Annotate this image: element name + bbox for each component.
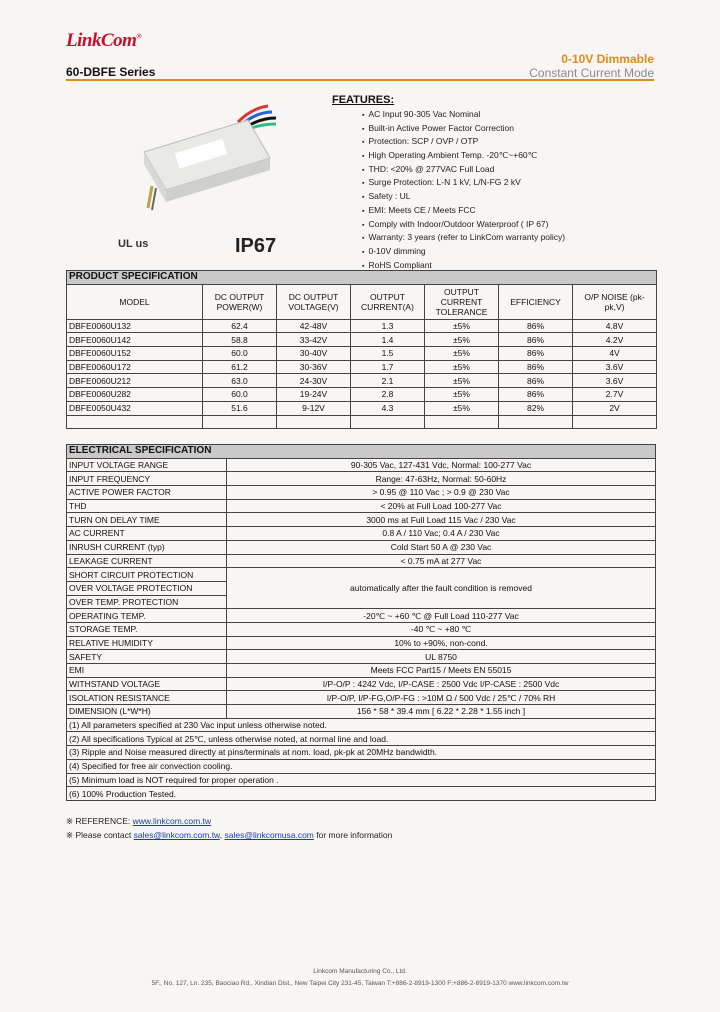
table-row — [67, 347, 657, 361]
spec-cell: 33-42V — [277, 333, 351, 347]
spec-cell: 2.8 — [351, 388, 425, 402]
product-photo — [130, 100, 305, 215]
table-row — [67, 677, 656, 691]
spec-value: Range: 47-63Hz, Normal: 50-60Hz — [227, 472, 656, 486]
spec-cell: 60.0 — [203, 347, 277, 361]
feature-item: ▪ High Operating Ambient Temp. -20℃~+60℃ — [362, 149, 565, 163]
feature-item: ▪ Surge Protection: L-N 1 kV, L/N-FG 2 kV — [362, 176, 565, 190]
spec-value: 156 * 58 * 39.4 mm [ 6.22 * 2.28 * 1.55 inch ] — [227, 705, 656, 719]
spec-cell: 86% — [499, 333, 573, 347]
spec-cell: 30-40V — [277, 347, 351, 361]
note-row — [67, 732, 656, 746]
reference-label: ※ REFERENCE: — [66, 816, 131, 826]
table-row — [67, 374, 657, 388]
series-title: 60-DBFE Series — [66, 65, 156, 79]
features-list — [362, 108, 565, 272]
spec-label: INPUT FREQUENCY — [67, 472, 227, 486]
contact-email-link[interactable]: sales@linkcom.com.tw — [133, 830, 220, 840]
spec-value: 3000 ms at Full Load 115 Vac / 230 Vac — [227, 513, 656, 527]
spec-value: I/P-O/P : 4242 Vdc, I/P-CASE : 2500 Vdc I/P-CASE : 2500 Vdc — [227, 677, 656, 691]
spec-cell: 82% — [499, 401, 573, 415]
spec-cell: 86% — [499, 347, 573, 361]
spec-label: INPUT VOLTAGE RANGE — [67, 458, 227, 472]
note-row — [67, 718, 656, 732]
spec-cell: 19-24V — [277, 388, 351, 402]
spec-label: OPERATING TEMP. — [67, 609, 227, 623]
note-text: (1) All parameters specified at 230 Vac input unless otherwise noted. — [67, 718, 656, 732]
model-cell: DBFE0060U142 — [67, 333, 203, 347]
feature-item: ▪ AC Input 90-305 Vac Nominal — [362, 108, 565, 122]
spec-label: THD — [67, 499, 227, 513]
table-row — [67, 458, 656, 472]
spec-cell: 63.0 — [203, 374, 277, 388]
column-header: OUTPUT CURRENT(A) — [351, 284, 425, 319]
contact-separator: , — [219, 830, 223, 840]
table-row — [67, 401, 657, 415]
table-row — [67, 319, 657, 333]
table-row — [67, 540, 656, 554]
model-cell: DBFE0060U282 — [67, 388, 203, 402]
spec-value: I/P-O/P, I/P-FG,O/P-FG : >10M Ω / 500 Vdc / 25℃ / 70% RH — [227, 691, 656, 705]
spec-label: WITHSTAND VOLTAGE — [67, 677, 227, 691]
spec-cell: 2V — [573, 401, 657, 415]
contact-tail: for more information — [316, 830, 393, 840]
note-text: (5) Minimum load is NOT required for proper operation . — [67, 773, 656, 787]
protection-value: automatically after the fault condition is removed — [227, 568, 656, 609]
note-row — [67, 773, 656, 787]
spec-cell: 1.3 — [351, 319, 425, 333]
model-cell: DBFE0060U152 — [67, 347, 203, 361]
feature-item: ▪ 0-10V dimming — [362, 245, 565, 259]
spec-label: OVER VOLTAGE PROTECTION — [67, 581, 227, 595]
spec-cell: 9-12V — [277, 401, 351, 415]
spec-label: ISOLATION RESISTANCE — [67, 691, 227, 705]
table-row — [67, 622, 656, 636]
feature-item: ▪ EMI: Meets CE / Meets FCC — [362, 204, 565, 218]
table-row — [67, 705, 656, 719]
model-cell: DBFE0050U432 — [67, 401, 203, 415]
table-row — [67, 691, 656, 705]
table-row — [67, 388, 657, 402]
spec-cell: 86% — [499, 388, 573, 402]
table-row — [67, 472, 656, 486]
feature-item: ▪ THD: <20% @ 277VAC Full Load — [362, 163, 565, 177]
ip67-mark: IP67 — [235, 235, 277, 257]
note-row — [67, 746, 656, 760]
note-text: (6) 100% Production Tested. — [67, 787, 656, 801]
note-row — [67, 787, 656, 801]
spec-cell: 1.7 — [351, 360, 425, 374]
spec-label: RELATIVE HUMIDITY — [67, 636, 227, 650]
spec-cell: ±5% — [425, 388, 499, 402]
spec-value: > 0.95 @ 110 Vac ; > 0.9 @ 230 Vac — [227, 486, 656, 500]
spec-cell: 4.8V — [573, 319, 657, 333]
spec-cell: 2.1 — [351, 374, 425, 388]
note-text: (2) All specifications Typical at 25℃, unless otherwise noted, at normal line and load. — [67, 732, 656, 746]
note-row — [67, 759, 656, 773]
spec-cell: 62.4 — [203, 319, 277, 333]
spec-value: -40 ℃ ~ +80 ℃ — [227, 622, 656, 636]
table-row — [67, 568, 656, 582]
spec-cell: 4.2V — [573, 333, 657, 347]
spec-cell: 60.0 — [203, 388, 277, 402]
table-row — [67, 650, 656, 664]
spec-cell: 51.6 — [203, 401, 277, 415]
spec-value: < 0.75 mA at 277 Vac — [227, 554, 656, 568]
spec-value: < 20% at Full Load 100-277 Vac — [227, 499, 656, 513]
spec-cell: ±5% — [425, 319, 499, 333]
table-row — [67, 609, 656, 623]
spec-label: EMI — [67, 664, 227, 678]
spec-cell: ±5% — [425, 347, 499, 361]
footer-company: Linkcom Manufacturing Co., Ltd. — [313, 968, 407, 975]
mode-label: Constant Current Mode — [529, 66, 654, 80]
table-row — [67, 527, 656, 541]
dimmable-label: 0-10V Dimmable — [561, 52, 654, 66]
spec-cell: 86% — [499, 360, 573, 374]
spec-cell: 4.3 — [351, 401, 425, 415]
spec-cell: 24-30V — [277, 374, 351, 388]
spec-cell: 61.2 — [203, 360, 277, 374]
table-row — [67, 554, 656, 568]
table-row — [67, 486, 656, 500]
spec-value: 90-305 Vac, 127-431 Vdc, Normal: 100-277 Vac — [227, 458, 656, 472]
column-header: O/P NOISE (pk-pk,V) — [573, 284, 657, 319]
spec-label: AC CURRENT — [67, 527, 227, 541]
table-row — [67, 513, 656, 527]
spec-value: UL 8750 — [227, 650, 656, 664]
column-header: OUTPUT CURRENT TOLERANCE — [425, 284, 499, 319]
electrical-spec-title: ELECTRICAL SPECIFICATION — [67, 445, 656, 459]
spec-label: LEAKAGE CURRENT — [67, 554, 227, 568]
feature-item: ▪ Protection: SCP / OVP / OTP — [362, 135, 565, 149]
spec-value: -20℃ ~ +60 ℃ @ Full Load 110-277 Vac — [227, 609, 656, 623]
table-row — [67, 360, 657, 374]
column-header: EFFICIENCY — [499, 284, 573, 319]
spec-label: OVER TEMP. PROTECTION — [67, 595, 227, 609]
spec-value: 10% to +90%, non-cond. — [227, 636, 656, 650]
spec-cell: ±5% — [425, 401, 499, 415]
feature-item: ▪ Comply with Indoor/Outdoor Waterproof ( IP 67) — [362, 218, 565, 232]
spec-cell: 3.6V — [573, 374, 657, 388]
spec-label: INRUSH CURRENT (typ) — [67, 540, 227, 554]
spec-cell: ±5% — [425, 374, 499, 388]
spec-label: DIMENSION (L*W*H) — [67, 705, 227, 719]
model-cell: DBFE0060U172 — [67, 360, 203, 374]
spec-value: Meets FCC Part15 / Meets EN 55015 — [227, 664, 656, 678]
spec-cell: ±5% — [425, 333, 499, 347]
spec-label: SAFETY — [67, 650, 227, 664]
table-row — [67, 636, 656, 650]
contact-label: ※ Please contact — [66, 830, 132, 840]
feature-item: ▪ Safety : UL — [362, 190, 565, 204]
spec-label: ACTIVE POWER FACTOR — [67, 486, 227, 500]
spec-cell: 4V — [573, 347, 657, 361]
model-cell: DBFE0060U212 — [67, 374, 203, 388]
note-text: (3) Ripple and Noise measured directly at pins/terminals at nom. load, pk-pk at 20MHz bandwidth. — [67, 746, 656, 760]
spec-label: SHORT CIRCUIT PROTECTION — [67, 568, 227, 582]
reference-link[interactable]: www.linkcom.com.tw — [132, 816, 212, 826]
table-row — [67, 415, 657, 429]
spec-label: STORAGE TEMP. — [67, 622, 227, 636]
contact-line — [66, 830, 392, 841]
header-divider — [66, 79, 654, 81]
spec-cell: 3.6V — [573, 360, 657, 374]
spec-cell: 86% — [499, 374, 573, 388]
spec-value: 0.8 A / 110 Vac; 0.4 A / 230 Vac — [227, 527, 656, 541]
product-spec-title: PRODUCT SPECIFICATION — [67, 271, 657, 285]
column-header: DC OUTPUT VOLTAGE(V) — [277, 284, 351, 319]
feature-item: ▪ RoHS Compliant — [362, 259, 565, 273]
reference-line — [66, 816, 211, 827]
column-header: MODEL — [67, 284, 203, 319]
table-row — [67, 333, 657, 347]
feature-item: ▪ Warranty: 3 years (refer to LinkCom warranty policy) — [362, 231, 565, 245]
spec-cell: 86% — [499, 319, 573, 333]
column-header: DC OUTPUT POWER(W) — [203, 284, 277, 319]
spec-cell: ±5% — [425, 360, 499, 374]
spec-value: Cold Start 50 A @ 230 Vac — [227, 540, 656, 554]
feature-item: ▪ Built-in Active Power Factor Correction — [362, 122, 565, 136]
footer-address: 5F., No. 127, Ln. 235, Baociao Rd., Xindian Dist., New Taipei City 231-45, Taiwan T:+886-2-8919-1300 F:+886-2-8919-1370 www.linkcom.com.tw — [151, 980, 569, 987]
spec-cell: 58.8 — [203, 333, 277, 347]
spec-cell: 30-36V — [277, 360, 351, 374]
electrical-spec-table — [66, 444, 656, 801]
contact-email-link[interactable]: sales@linkcomusa.com — [224, 830, 314, 840]
features-title: FEATURES: — [332, 94, 395, 106]
note-text: (4) Specified for free air convection cooling. — [67, 759, 656, 773]
spec-label: TURN ON DELAY TIME — [67, 513, 227, 527]
ul-certification-mark: UL us — [118, 238, 149, 250]
spec-cell: 1.4 — [351, 333, 425, 347]
spec-cell: 42-48V — [277, 319, 351, 333]
spec-cell: 1.5 — [351, 347, 425, 361]
model-cell: DBFE0060U132 — [67, 319, 203, 333]
table-row — [67, 499, 656, 513]
product-spec-table — [66, 270, 657, 429]
table-row — [67, 664, 656, 678]
spec-cell: 2.7V — [573, 388, 657, 402]
linkcom-logo: LinkCom® — [66, 30, 142, 51]
